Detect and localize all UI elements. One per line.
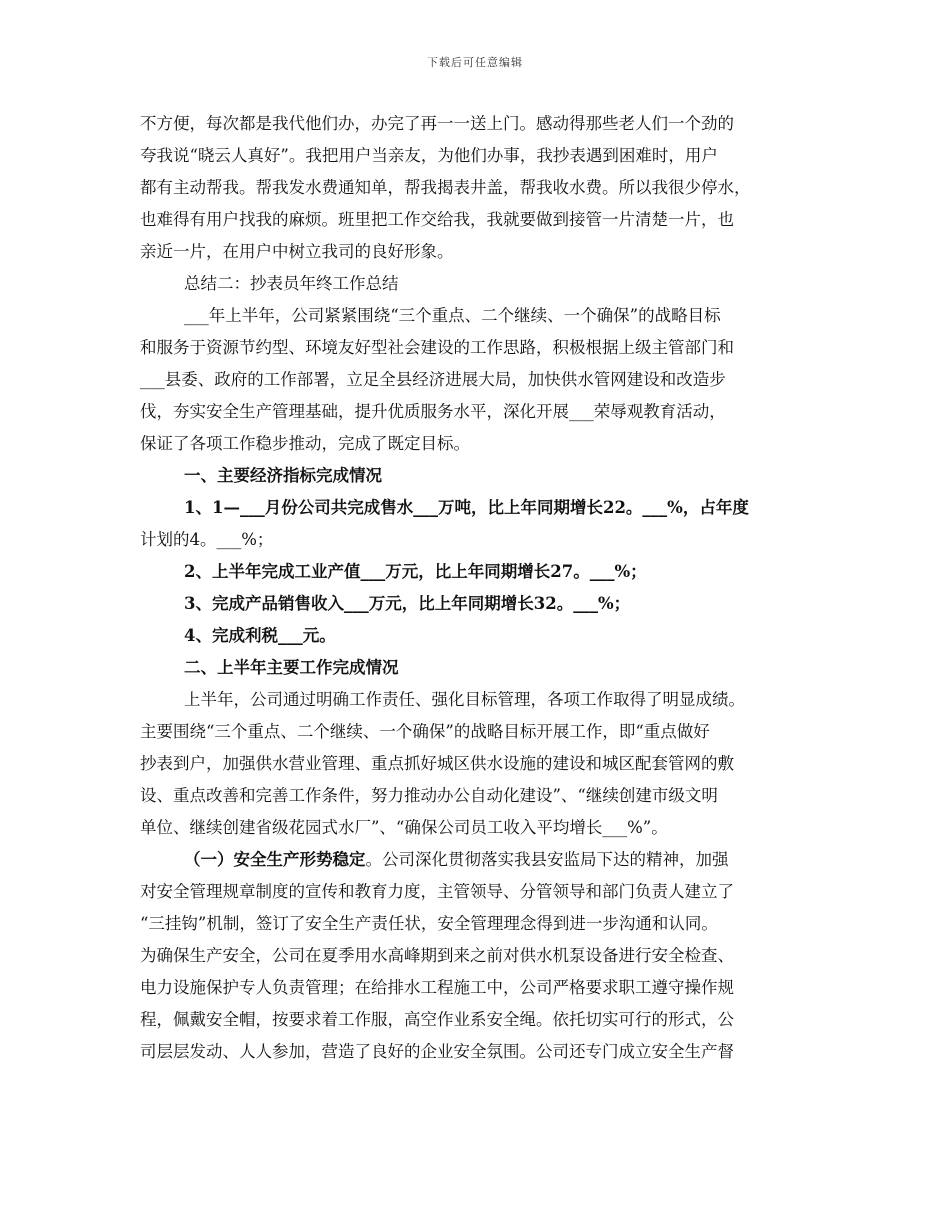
- safety-heading-text: 。公司深化贯彻落实我县安监局下达的精神，加强: [365, 850, 729, 869]
- page-header: 下载后可任意编辑: [427, 56, 523, 69]
- section-title-summary-two: 总结二：抄表员年终工作总结: [184, 274, 399, 293]
- paragraph-line: 计划的4。___%；: [140, 530, 274, 549]
- heading-main-work: 二、上半年主要工作完成情况: [184, 658, 399, 677]
- paragraph-line: 和服务于资源节约型、环境友好型社会建设的工作思路，积极根据上级主管部门和: [140, 338, 734, 357]
- paragraph-line: 夸我说“晓云人真好”。我把用户当亲友，为他们办事，我抄表遇到困难时，用户: [140, 146, 718, 165]
- paragraph-line: “三挂钩”机制，签订了安全生产责任状，安全管理理念得到进一步沟通和认同。: [140, 914, 718, 933]
- paragraph-line: ___年上半年，公司紧紧围绕“三个重点、二个继续、一个确保”的战略目标: [184, 306, 721, 325]
- paragraph-line: 保证了各项工作稳步推动，完成了既定目标。: [140, 434, 470, 453]
- paragraph-line: 为确保生产安全，公司在夏季用水高峰期到来之前对供水机泵设备进行安全检查、: [140, 946, 734, 965]
- paragraph-line: 也难得有用户找我的麻烦。班里把工作交给我，我就要做到接管一片清楚一片，也: [140, 210, 734, 229]
- paragraph-line: 不方便，每次都是我代他们办，办完了再一一送上门。感动得那些老人们一个劲的: [140, 114, 734, 133]
- indicator-item-4: 4、完成利税___元。: [184, 626, 336, 645]
- subheading-safety-production: （一）安全生产形势稳定: [184, 850, 366, 869]
- document-body: [140, 108, 820, 1068]
- paragraph-line: 程，佩戴安全帽，按要求着工作服，高空作业系安全绳。依托切实可行的形式，公: [140, 1010, 734, 1029]
- paragraph-line: 都有主动帮我。帮我发水费通知单，帮我揭表井盖，帮我收水费。所以我很少停水，: [140, 178, 751, 197]
- heading-economic-indicators: 一、主要经济指标完成情况: [184, 466, 382, 485]
- paragraph-line: 伐，夯实安全生产管理基础，提升优质服务水平，深化开展___荣辱观教育活动，: [140, 402, 726, 421]
- paragraph-line: 设、重点改善和完善工作条件，努力推动办公自动化建设”、“继续创建市级文明: [140, 786, 718, 805]
- paragraph-line: 对安全管理规章制度的宣传和教育力度，主管领导、分管领导和部门负责人建立了: [140, 882, 734, 901]
- safety-heading-line: [140, 844, 820, 876]
- paragraph-line: 单位、继续创建省级花园式水厂”、“确保公司员工收入平均增长___%”。: [140, 818, 668, 837]
- paragraph-line: 电力设施保护专人负责管理；在给排水工程施工中，公司严格要求职工遵守操作规: [140, 978, 734, 997]
- paragraph-line: ___县委、政府的工作部署，立足全县经济进展大局，加快供水管网建设和改造步: [140, 370, 726, 389]
- paragraph-line: 主要围绕“三个重点、二个继续、一个确保”的战略目标开展工作，即“重点做好: [140, 722, 710, 741]
- paragraph-line: 司层层发动、人人参加，营造了良好的企业安全氛围。公司还专门成立安全生产督: [140, 1042, 734, 1061]
- paragraph-line: 上半年，公司通过明确工作责任、强化目标管理，各项工作取得了明显成绩。: [184, 690, 745, 709]
- indicator-item-1: 1、1—___月份公司共完成售水___万吨，比上年同期增长22。___%，占年度: [184, 498, 749, 517]
- indicator-item-3: 3、完成产品销售收入___万元，比上年同期增长32。___%；: [184, 594, 631, 613]
- paragraph-line: 抄表到户，加强供水营业管理、重点抓好城区供水设施的建设和城区配套管网的敷: [140, 754, 734, 773]
- paragraph-line: 亲近一片，在用户中树立我司的良好形象。: [140, 242, 454, 261]
- indicator-item-2: 2、上半年完成工业产值___万元，比上年同期增长27。___%；: [184, 562, 647, 581]
